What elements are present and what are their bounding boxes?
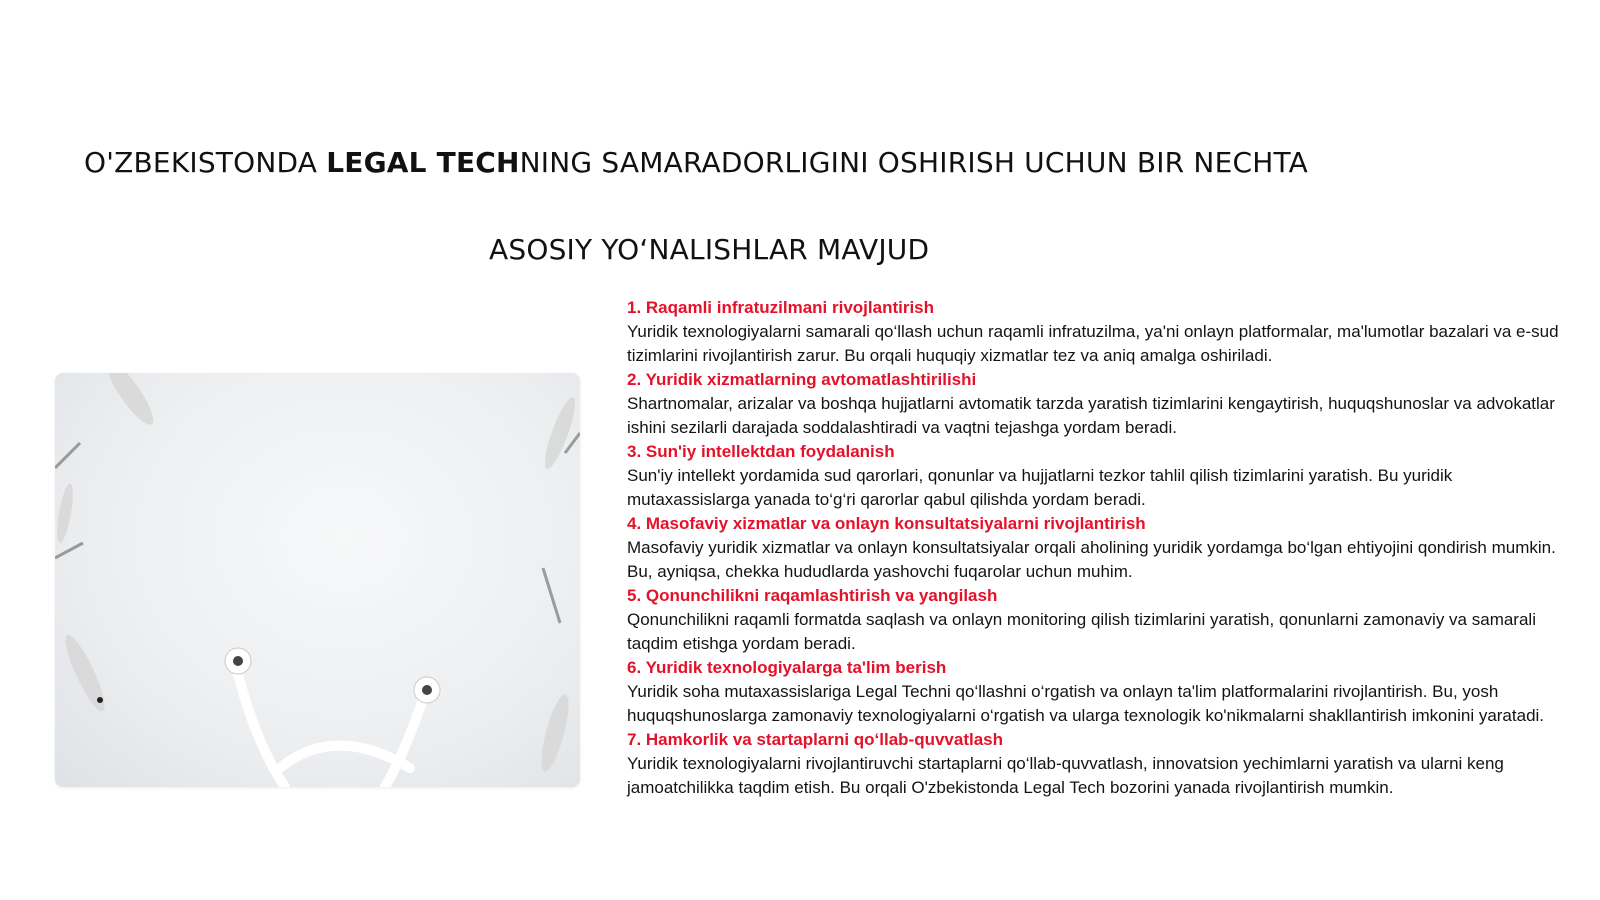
item-heading: 1. Raqamli infratuzilmani rivojlantirish (627, 298, 935, 317)
item-heading: 6. Yuridik texnologiyalarga ta'lim berish (627, 658, 947, 677)
item-body: Masofaviy yuridik xizmatlar va onlayn konsultatsiyalar orqali aholining yuridik yordamga bo‘lgan ehtiyojini qondirish mumkin. Bu, ayniqsa, chekka hududlarda yashovchi fuqarolar uchun muhim. (627, 538, 1556, 581)
title-prefix: O'ZBEKISTONDA (84, 146, 327, 179)
directions-list (627, 296, 1572, 800)
item-body: Yuridik texnologiyalarni samarali qo‘llash uchun raqamli infratuzilma, ya'ni onlayn platformalar, ma'lumotlar bazalari va e-sud tizimlarini rivojlantirish zarur. Bu orqali huquqiy xizmatlar tez va aniq amalga oshiriladi. (627, 322, 1559, 365)
drone-image-icon (55, 373, 580, 787)
list-item (627, 584, 1572, 656)
item-heading: 7. Hamkorlik va startaplarni qo‘llab-quvvatlash (627, 730, 1004, 749)
title-suffix: NING SAMARADORLIGINI OSHIRISH UCHUN BIR NECHTA (519, 146, 1308, 179)
slide-title-line-2: ASOSIY YO‘NALISHLAR MAVJUD (489, 233, 930, 266)
slide-title-line-1 (84, 146, 1308, 179)
list-item (627, 728, 1572, 800)
item-heading: 4. Masofaviy xizmatlar va onlayn konsultatsiyalarni rivojlantirish (627, 514, 1146, 533)
item-body: Sun'iy intellekt yordamida sud qarorlari, qonunlar va hujjatlarni tezkor tahlil qilish tizimlarini yaratish. Bu yuridik mutaxassislarga yanada to‘g‘ri qarorlar qabul qilishda yordam beradi. (627, 466, 1453, 509)
item-heading: 2. Yuridik xizmatlarning avtomatlashtirilishi (627, 370, 977, 389)
drone-photo (55, 373, 580, 787)
item-heading: 5. Qonunchilikni raqamlashtirish va yangilash (627, 586, 998, 605)
list-item (627, 440, 1572, 512)
list-item (627, 296, 1572, 368)
item-body: Qonunchilikni raqamli formatda saqlash va onlayn monitoring qilish tizimlarini yaratish, qonunlarni zamonaviy va samarali taqdim etishga yordam beradi. (627, 610, 1536, 653)
item-body: Yuridik soha mutaxassislariga Legal Techni qo‘llashni o‘rgatish va onlayn ta'lim platformalarini rivojlantirish. Bu, yosh huquqshunoslarga zamonaviy texnologiyalarni o‘rgatish va ularga texnologik ko'nikmalarni shakllantirish imkonini yaratadi. (627, 682, 1545, 725)
list-item (627, 656, 1572, 728)
list-item (627, 512, 1572, 584)
item-body: Yuridik texnologiyalarni rivojlantiruvchi startaplarni qo‘llab-quvvatlash, innovatsion yechimlarni yaratish va ularni keng jamoatchilikka taqdim etish. Bu orqali O'zbekistonda Legal Tech bozorini yanada rivojlantirish mumkin. (627, 754, 1504, 797)
title-bold: LEGAL TECH (326, 146, 520, 179)
item-body: Shartnomalar, arizalar va boshqa hujjatlarni avtomatik tarzda yaratish tizimlarini kengaytirish, huquqshunoslar va advokatlar ishini sezilarli darajada soddalashtiradi va vaqtni tejashga yordam beradi. (627, 394, 1555, 437)
item-heading: 3. Sun'iy intellektdan foydalanish (627, 442, 895, 461)
list-item (627, 368, 1572, 440)
